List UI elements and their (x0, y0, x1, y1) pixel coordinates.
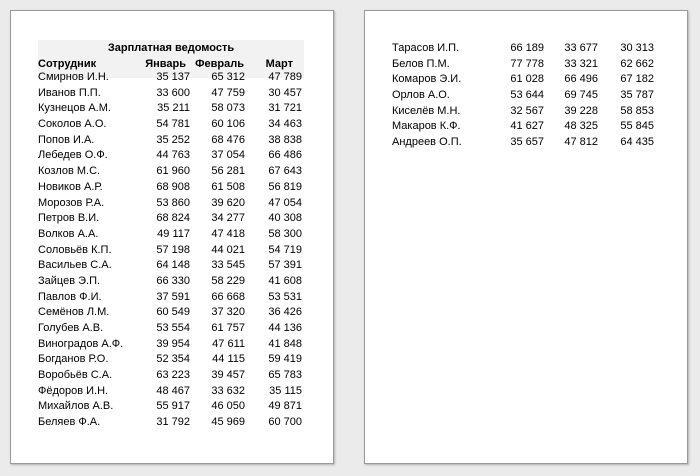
march-value-cell: 66 486 (268, 149, 302, 162)
table-row (11, 227, 333, 243)
february-value-cell: 33 321 (564, 57, 598, 70)
march-value-cell: 44 136 (268, 322, 302, 334)
march-value-cell: 54 719 (268, 243, 302, 256)
employee-name-cell: Орлов А.О. (392, 89, 450, 102)
february-value-cell: 39 620 (211, 196, 245, 209)
employee-name-cell: Киселёв М.Н. (392, 104, 461, 117)
january-value-cell: 53 644 (510, 89, 544, 102)
march-value-cell: 57 391 (268, 259, 302, 272)
table-body-page-2 (365, 41, 687, 151)
february-value-cell: 33 632 (211, 384, 245, 397)
march-value-cell: 34 463 (268, 118, 302, 131)
column-header-february: Февраль (195, 58, 244, 70)
employee-name-cell: Зайцев Э.П. (38, 274, 101, 287)
february-value-cell: 66 496 (564, 73, 598, 86)
march-value-cell: 41 848 (268, 337, 302, 350)
employee-name-cell: Волков А.А. (38, 227, 99, 240)
print-preview-page-1 (10, 10, 334, 464)
employee-name-cell: Козлов М.С. (38, 165, 101, 178)
employee-name-cell: Новиков А.Р. (38, 180, 103, 193)
employee-name-cell: Смирнов И.Н. (38, 71, 109, 83)
february-value-cell: 69 745 (564, 89, 598, 102)
february-value-cell: 48 325 (564, 120, 598, 133)
employee-name-cell: Семёнов Л.М. (38, 306, 110, 319)
january-value-cell: 33 600 (156, 86, 190, 99)
march-value-cell: 65 783 (268, 369, 302, 382)
table-row (11, 133, 333, 149)
march-value-cell: 35 115 (269, 384, 302, 397)
table-row (11, 352, 333, 368)
table-body-page-1 (11, 70, 333, 431)
january-value-cell: 68 824 (156, 212, 190, 225)
february-value-cell: 34 277 (211, 212, 245, 225)
table-row (11, 148, 333, 164)
employee-name-cell: Морозов Р.А. (38, 196, 105, 209)
table-row (11, 211, 333, 227)
march-value-cell: 62 662 (620, 57, 654, 70)
march-value-cell: 30 313 (620, 42, 654, 54)
february-value-cell: 56 281 (211, 165, 245, 178)
march-value-cell: 47 054 (268, 196, 302, 209)
february-value-cell: 68 476 (211, 133, 245, 146)
january-value-cell: 41 627 (510, 120, 544, 133)
column-header-employee: Сотрудник (38, 58, 97, 70)
march-value-cell: 47 789 (268, 71, 302, 83)
january-value-cell: 35 137 (156, 71, 190, 83)
table-row (11, 164, 333, 180)
march-value-cell: 41 608 (268, 274, 302, 287)
january-value-cell: 60 549 (156, 306, 190, 319)
employee-name-cell: Тарасов И.П. (392, 42, 460, 54)
table-row (11, 70, 333, 86)
employee-name-cell: Беляев Ф.А. (38, 416, 101, 429)
employee-name-cell: Лебедев О.Ф. (38, 149, 108, 162)
print-preview-page-2 (364, 10, 688, 464)
january-value-cell: 39 954 (156, 337, 190, 350)
february-value-cell: 33 545 (211, 259, 245, 272)
february-value-cell: 61 757 (211, 322, 245, 334)
employee-name-cell: Соловьёв К.П. (38, 243, 112, 256)
march-value-cell: 30 457 (268, 86, 302, 99)
employee-name-cell: Андреев О.П. (392, 136, 462, 149)
january-value-cell: 52 354 (156, 353, 190, 366)
table-row (11, 196, 333, 212)
employee-name-cell: Иванов П.П. (38, 86, 101, 99)
employee-name-cell: Фёдоров И.Н. (38, 384, 109, 397)
february-value-cell: 47 812 (564, 136, 598, 149)
january-value-cell: 48 467 (156, 384, 190, 397)
employee-name-cell: Павлов Ф.И. (38, 290, 102, 303)
employee-name-cell: Комаров Э.И. (392, 73, 462, 86)
february-value-cell: 58 229 (211, 274, 245, 287)
february-value-cell: 39 457 (211, 369, 245, 382)
january-value-cell: 68 908 (156, 180, 190, 193)
employee-name-cell: Попов И.А. (38, 133, 95, 146)
table-row (11, 384, 333, 400)
employee-name-cell: Петров В.И. (38, 212, 100, 225)
january-value-cell: 64 148 (156, 259, 190, 272)
february-value-cell: 47 418 (211, 227, 245, 240)
employee-name-cell: Белов П.М. (392, 57, 450, 70)
employee-name-cell: Богданов Р.О. (38, 353, 109, 366)
table-row (11, 101, 333, 117)
march-value-cell: 59 419 (268, 353, 302, 366)
march-value-cell: 67 643 (268, 165, 302, 178)
january-value-cell: 54 781 (156, 118, 190, 131)
february-value-cell: 46 050 (211, 400, 245, 413)
table-row (365, 135, 687, 151)
employee-name-cell: Голубев А.В. (38, 322, 104, 334)
january-value-cell: 49 117 (157, 227, 190, 240)
january-value-cell: 63 223 (156, 369, 190, 382)
february-value-cell: 37 320 (211, 306, 245, 319)
january-value-cell: 44 763 (156, 149, 190, 162)
table-row (11, 243, 333, 259)
february-value-cell: 58 073 (211, 102, 245, 115)
employee-name-cell: Михайлов А.В. (38, 400, 114, 413)
march-value-cell: 60 700 (268, 416, 302, 429)
march-value-cell: 36 426 (268, 306, 302, 319)
january-value-cell: 66 189 (510, 42, 544, 54)
february-value-cell: 47 611 (212, 337, 245, 350)
january-value-cell: 53 860 (156, 196, 190, 209)
january-value-cell: 37 591 (156, 290, 190, 303)
employee-name-cell: Виноградов А.Ф. (38, 337, 124, 350)
february-value-cell: 44 115 (212, 353, 245, 366)
january-value-cell: 35 657 (510, 136, 544, 149)
table-row (11, 86, 333, 102)
table-row (365, 104, 687, 120)
employee-name-cell: Соколов А.О. (38, 118, 107, 131)
february-value-cell: 44 021 (211, 243, 245, 256)
january-value-cell: 66 330 (156, 274, 190, 287)
march-value-cell: 49 871 (268, 400, 302, 413)
january-value-cell: 31 792 (156, 416, 190, 429)
table-row (365, 57, 687, 73)
march-value-cell: 53 531 (268, 290, 302, 303)
january-value-cell: 32 567 (510, 104, 544, 117)
january-value-cell: 61 028 (510, 73, 544, 86)
february-value-cell: 65 312 (211, 71, 245, 83)
sheet-title: Зарплатная ведомость (107, 42, 235, 54)
employee-name-cell: Кузнецов А.М. (38, 102, 111, 115)
march-value-cell: 64 435 (620, 136, 654, 149)
table-row (11, 117, 333, 133)
january-value-cell: 35 252 (156, 133, 190, 146)
table-row (11, 305, 333, 321)
february-value-cell: 33 677 (564, 42, 598, 54)
table-row (11, 274, 333, 290)
table-row (365, 88, 687, 104)
january-value-cell: 35 211 (157, 102, 190, 115)
table-row (11, 321, 333, 337)
employee-name-cell: Васильев С.А. (38, 259, 112, 272)
table-row (365, 119, 687, 135)
march-value-cell: 55 845 (620, 120, 654, 133)
employee-name-cell: Воробьёв С.А. (38, 369, 113, 382)
march-value-cell: 67 182 (620, 73, 654, 86)
february-value-cell: 45 969 (211, 416, 245, 429)
march-value-cell: 35 787 (620, 89, 654, 102)
january-value-cell: 57 198 (156, 243, 190, 256)
february-value-cell: 47 759 (211, 86, 245, 99)
march-value-cell: 58 300 (268, 227, 302, 240)
march-value-cell: 40 308 (268, 212, 302, 225)
march-value-cell: 31 721 (268, 102, 302, 115)
january-value-cell: 61 960 (156, 165, 190, 178)
january-value-cell: 53 554 (156, 322, 190, 334)
table-row (11, 415, 333, 431)
march-value-cell: 38 838 (268, 133, 302, 146)
march-value-cell: 58 853 (620, 104, 654, 117)
february-value-cell: 66 668 (211, 290, 245, 303)
february-value-cell: 61 508 (211, 180, 245, 193)
january-value-cell: 77 778 (510, 57, 544, 70)
table-row (365, 41, 687, 57)
table-row (11, 258, 333, 274)
table-row (11, 337, 333, 353)
february-value-cell: 60 106 (211, 118, 245, 131)
february-value-cell: 39 228 (564, 104, 598, 117)
column-header-january: Январь (145, 58, 186, 70)
employee-name-cell: Макаров К.Ф. (392, 120, 461, 133)
february-value-cell: 37 054 (211, 149, 245, 162)
column-header-march: Март (265, 58, 293, 70)
january-value-cell: 55 917 (156, 400, 190, 413)
table-row (11, 180, 333, 196)
march-value-cell: 56 819 (268, 180, 302, 193)
table-row (11, 290, 333, 306)
table-row (11, 399, 333, 415)
table-row (11, 368, 333, 384)
table-row (365, 72, 687, 88)
